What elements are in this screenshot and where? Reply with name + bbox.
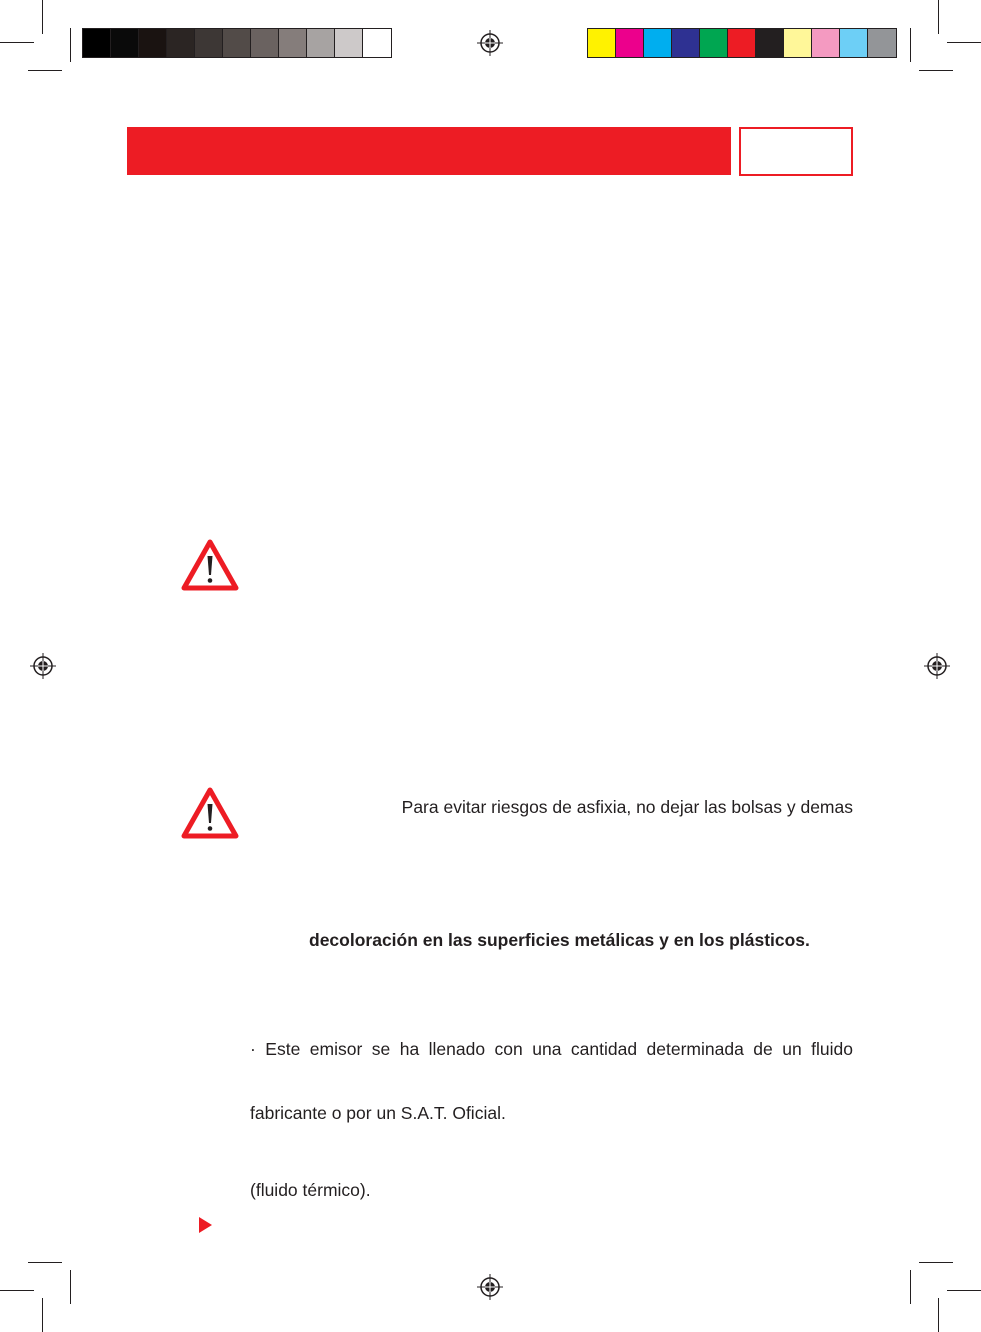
registration-target-icon xyxy=(30,653,56,679)
gray-swatch xyxy=(307,29,335,57)
registration-target-icon xyxy=(924,653,950,679)
color-swatch xyxy=(784,29,812,57)
color-swatch xyxy=(812,29,840,57)
warning-triangle-icon xyxy=(181,787,239,839)
gray-swatch xyxy=(167,29,195,57)
color-swatch xyxy=(756,29,784,57)
color-swatch xyxy=(840,29,868,57)
warning-triangle-icon xyxy=(181,539,239,591)
registration-target-icon xyxy=(477,1274,503,1300)
color-swatch xyxy=(616,29,644,57)
crop-mark xyxy=(910,28,911,62)
crop-mark xyxy=(947,1290,981,1291)
gray-swatch xyxy=(251,29,279,57)
color-swatch xyxy=(588,29,616,57)
section-header-bar xyxy=(127,127,731,175)
crop-mark xyxy=(70,28,71,62)
crop-mark xyxy=(28,70,62,71)
asphyxia-warning-text: Para evitar riesgos de asfixia, no dejar las bolsas y demas xyxy=(401,797,853,817)
crop-mark xyxy=(919,70,953,71)
red-arrow-icon xyxy=(199,1217,212,1233)
thermal-fluid-text: (fluido térmico). xyxy=(250,1180,371,1200)
color-swatch xyxy=(644,29,672,57)
gray-swatch xyxy=(139,29,167,57)
gray-swatch xyxy=(195,29,223,57)
page-number-tab xyxy=(739,127,853,176)
gray-swatch xyxy=(279,29,307,57)
registration-target-icon xyxy=(477,30,503,56)
color-swatch xyxy=(672,29,700,57)
gray-swatch xyxy=(335,29,363,57)
gray-swatch xyxy=(363,29,391,57)
gray-swatch xyxy=(83,29,111,57)
color-swatch xyxy=(868,29,896,57)
crop-mark xyxy=(919,1262,953,1263)
process-color-bar xyxy=(587,28,897,58)
crop-mark xyxy=(42,1298,43,1332)
discoloration-warning-text: decoloración en las superficies metálicas y en los plásticos. xyxy=(309,930,810,950)
color-swatch xyxy=(728,29,756,57)
crop-mark xyxy=(938,1298,939,1332)
gray-swatch xyxy=(111,29,139,57)
crop-mark xyxy=(28,1262,62,1263)
crop-mark xyxy=(0,1290,34,1291)
crop-mark xyxy=(42,0,43,34)
crop-mark xyxy=(0,42,34,43)
color-swatch xyxy=(700,29,728,57)
crop-mark xyxy=(938,0,939,34)
emitter-fluid-text: · Este emisor se ha llenado con una cantidad determinada de un fluido xyxy=(250,1039,853,1059)
grayscale-color-bar xyxy=(82,28,392,58)
crop-mark xyxy=(70,1270,71,1304)
crop-mark xyxy=(910,1270,911,1304)
gray-swatch xyxy=(223,29,251,57)
crop-mark xyxy=(947,42,981,43)
manufacturer-service-text: fabricante o por un S.A.T. Oficial. xyxy=(250,1103,506,1123)
